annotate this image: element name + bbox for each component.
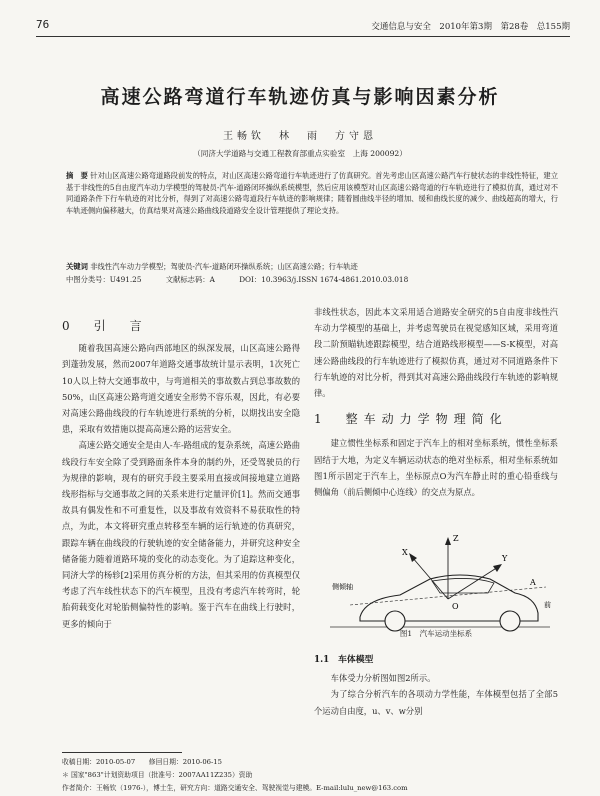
axis-x-label: X (402, 548, 408, 557)
section-1-paragraph: 建立惯性坐标系和固定于汽车上的相对坐标系统，惯性坐标系固结于大地，为定义车辆运动状态的绝对坐标系，相对坐标系统如图1所示固定于汽车上，坐标原点O为汽车静止时的重心铅垂线与侧偏角（前后侧倾中心连线）的交点为原点。 (314, 438, 558, 498)
paper-title: 高速公路弯道行车轨迹仿真与影响因素分析 (100, 86, 500, 108)
footnote-rule (62, 752, 182, 753)
right-column-top (314, 304, 558, 500)
intro-paragraph-2: 高速公路交通安全是由人-车-路组成的复杂系统，高速公路曲线段行车安全除了受到路面条件本身的制约外，还受驾驶员的行为规律的影响，现有的研究手段主要采用直接或间接地建立道路线形指标与交通事故之间的关系来进行定量评价[1]。然而交通事故具有偶发性和不可重复性，以及事故有效资料不易获取性的特点，为此，本文将研究重点转移至车辆的运行轨迹的仿真研究，跟踪车辆在曲线段的行驶轨迹的安全储备能力，并研究这种安全储备能力随着道路环境的变化的动态变化。为了追踪这种变化，同济大学的杨轸[2]采用仿真分析的方法，但其采用的仿真模型仅考虑了汽车线性状态下的汽车模型，且没有考虑汽车转弯时，轮胎荷载变化对轮胎侧偏特性的影响。鉴于汽车在曲线上行驶时，更多的倾向于 (62, 440, 300, 629)
figure-caption: 图1 汽车运动坐标系 (399, 629, 473, 638)
axis-z-label: Z (453, 534, 459, 543)
keywords-label: 关键词 (66, 262, 88, 271)
section-1-heading: 1 整车动力学物理简化 (314, 412, 508, 427)
footnote-author: 作者简介：王畅钦（1976-），博士生，研究方向：道路交通安全、驾驶视觉与建模。E-mail:lulu_new@163.com (62, 784, 408, 792)
keywords-text: 非线性汽车动力学模型；驾驶员-汽车-道路闭环操纵系统；山区高速公路；行车轨迹 (90, 262, 358, 271)
journal-info: 交通信息与安全 2010年第3期 第28卷 总155期 (371, 22, 570, 32)
keywords (66, 261, 558, 273)
axis-y-label: Y (502, 554, 508, 563)
clc-number: 中图分类号：U491.25 (66, 275, 142, 284)
intro-heading: 0 引 言 (62, 319, 148, 333)
subsection-1-1-paragraph-2: 为了综合分析汽车的各项动力学性能，车体模型包括了全部5个运动自由度，u、v、w分别 (314, 689, 558, 716)
abstract (66, 170, 558, 216)
header-rule (36, 36, 570, 37)
left-column (62, 318, 300, 632)
abstract-text: 针对山区高速公路弯道路段前发的特点，对山区高速公路弯道行车轨迹进行了仿真研究。首先考虑山区高速公路汽车行驶状态的非线性特征，建立基于非线性的5自由度汽车动力学模型的驾驶员-汽车-道路闭环操纵系统模型，然后应用该模型对山区高速公路弯道的行车轨迹进行了模拟仿真，通过对不同道路条件下行车轨迹的对比分析，得到了对高速公路弯道段行车轨迹的影响规律；随着圆曲线半径的增加、缓和曲线长度的减少、曲线超高的增大，行车轨迹侧向偏移越大，仿真结果对高速公路曲线段道路安全设计管理提供了理论支持。 (66, 171, 559, 215)
subsection-1-1-paragraph-1: 车体受力分析图如图2所示。 (330, 673, 436, 684)
intro-paragraph-1: 随着我国高速公路向西部地区的纵深发展，山区高速公路得到蓬勃发展，然而2007年道路交通事故统计显示表明，1次死亡10人以上特大交通事故中，与弯道相关的事故数占到总事故数的50%，山区高速公路弯道交通安全形势不容乐观，因此，有必要对高速公路曲线段的行车轨迹进行系统的分析，以期找出安全隐患，采取有效措施以提高高速公路的运营安全。 (62, 343, 300, 435)
classification (66, 274, 558, 286)
axis-a-label: A (530, 578, 536, 587)
right-paragraph-1: 非线性状态，因此本文采用适合道路安全研究的5自由度非线性汽车动力学模型的基础上，并考虑驾驶员在视觉感知区域，采用弯道段二阶预瞄轨迹跟踪模型，结合道路线形模型——S-K模型，对高速公路曲线段的行车轨迹进行了模拟仿真，通过对不同道路条件下行车轨迹的对比分析，得到其对高速公路曲线段行车轨迹的影响规律。 (314, 307, 558, 399)
affiliation: （同济大学道路与交通工程教育部重点实验室 上海 200092） (193, 149, 407, 158)
origin-label: O (452, 602, 459, 611)
footnote-received: 收稿日期：2010-05-07 修回日期：2010-06-15 (62, 758, 222, 766)
right-column-bottom (314, 652, 558, 719)
abstract-label: 摘 要 (66, 171, 88, 180)
page-header (36, 18, 570, 34)
doc-code: 文献标志码：A (165, 275, 215, 284)
front-label: 前 (544, 601, 551, 609)
footnote-fund: ＊ 国家"863"计划资助项目（批准号：2007AA11Z235）资助 (62, 771, 253, 779)
doi: DOI：10.3963/j.ISSN 1674-4861.2010.03.018 (239, 275, 409, 284)
subsection-1-1-heading: 1.1 车体模型 (314, 655, 374, 665)
roll-axis-label: 侧倾轴 (332, 583, 353, 591)
authors: 王畅钦 林 雨 方守恩 (223, 131, 377, 142)
page-number: 76 (36, 18, 50, 31)
